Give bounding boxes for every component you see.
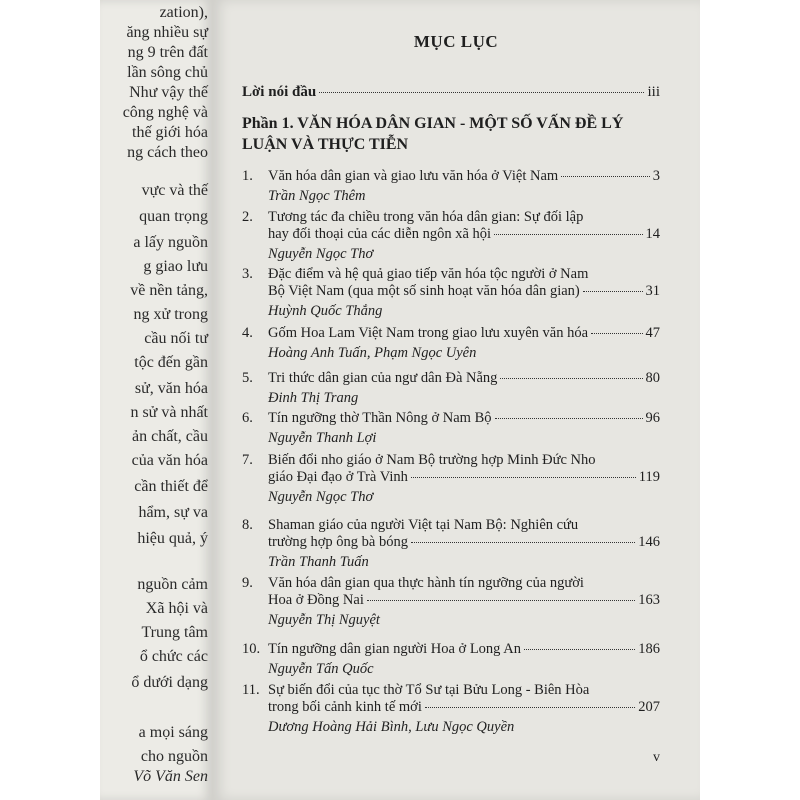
entry-author: Nguyễn Thị Nguyệt: [268, 612, 380, 628]
preface-entry: [242, 84, 660, 101]
leader-dots: [561, 176, 650, 177]
left-page-line: ổ dưới dạng: [131, 674, 208, 691]
left-page-line: quan trọng: [139, 208, 208, 225]
left-page-line: Trung tâm: [141, 624, 208, 641]
left-page-line: cầu nối tư: [144, 330, 208, 347]
left-page-line: a lấy nguồn: [133, 234, 208, 251]
preface-page: iii: [647, 84, 660, 100]
left-page-line: cho nguồn: [140, 748, 208, 765]
leader-dots: [524, 649, 635, 650]
entry-number: 4.: [242, 325, 253, 341]
toc-entry: [242, 682, 660, 736]
left-page-line: công nghệ và: [122, 104, 208, 121]
entry-title-line: Văn hóa dân gian qua thực hành tín ngưỡng của người: [268, 575, 584, 591]
entry-title-line: Đặc điểm và hệ quả giao tiếp văn hóa tộc người ở Nam: [268, 266, 589, 282]
entry-number: 2.: [242, 209, 253, 225]
toc-entry: [242, 370, 660, 407]
entry-title-line: [268, 370, 660, 387]
entry-author: Trần Thanh Tuấn: [268, 554, 369, 570]
leader-dots: [583, 291, 643, 292]
left-page-line: của văn hóa: [131, 452, 208, 469]
leader-dots: [591, 333, 642, 334]
entry-title-text: Hoa ở Đồng Nai: [268, 592, 364, 608]
entry-title-line: Tương tác đa chiều trong văn hóa dân gian: Sự đối lập: [268, 209, 584, 225]
leader-dots: [494, 234, 642, 235]
entry-page: 80: [645, 370, 660, 386]
entry-title-text: Tín ngưỡng thờ Thần Nông ở Nam Bộ: [268, 410, 492, 426]
entry-author: Dương Hoàng Hải Bình, Lưu Ngọc Quyền: [268, 719, 515, 735]
entry-title-line: [268, 469, 660, 486]
toc-page: [212, 0, 700, 800]
entry-title-text: Gốm Hoa Lam Việt Nam trong giao lưu xuyên văn hóa: [268, 325, 589, 341]
entry-page: 31: [645, 283, 660, 299]
entry-page: 146: [638, 534, 660, 550]
left-page-line: zation),: [159, 4, 208, 21]
entry-number: 1.: [242, 168, 253, 184]
toc-entry: [242, 641, 660, 678]
entry-title-line: [268, 641, 660, 658]
entry-author: Hoàng Anh Tuấn, Phạm Ngọc Uyên: [268, 345, 477, 361]
left-page-line: ng cách theo: [127, 144, 208, 161]
left-page-line: ản chất, cầu: [132, 428, 208, 445]
left-page-line: ng xử trong: [133, 306, 208, 323]
entry-author: Đinh Thị Trang: [268, 390, 359, 406]
toc-entry: [242, 452, 660, 506]
entry-author: Nguyễn Tấn Quốc: [268, 661, 374, 677]
entry-title-line: [268, 534, 660, 551]
left-page: [100, 0, 212, 800]
preface-label: Lời nói đầu: [242, 84, 317, 100]
entry-page: 163: [638, 592, 660, 608]
leader-dots: [319, 92, 644, 93]
entry-number: 6.: [242, 410, 253, 426]
toc-entry: [242, 517, 660, 571]
left-page-line: ăng nhiều sự: [126, 24, 208, 41]
entry-title-line: [268, 325, 660, 342]
left-page-line: hẩm, sự va: [138, 504, 208, 521]
leader-dots: [367, 600, 635, 601]
toc-entry: [242, 209, 660, 263]
toc-entry: [242, 168, 660, 205]
leader-dots: [495, 418, 643, 419]
entry-number: 7.: [242, 452, 253, 468]
entry-title-line: Biến đổi nho giáo ở Nam Bộ trường hợp Minh Đức Nho: [268, 452, 596, 468]
entry-page: 186: [638, 641, 660, 657]
entry-number: 11.: [242, 682, 260, 698]
toc-entry: [242, 575, 660, 629]
toc-title: MỤC LỤC: [413, 32, 499, 51]
entry-author: Nguyễn Ngọc Thơ: [268, 489, 374, 505]
toc-entry: [242, 410, 660, 447]
entry-author: Huỳnh Quốc Thắng: [268, 303, 383, 319]
left-page-line: Võ Văn Sen: [133, 768, 208, 785]
entry-number: 5.: [242, 370, 253, 386]
entry-page: 207: [638, 699, 660, 715]
toc-entry: [242, 325, 660, 362]
entry-title-line: [268, 283, 660, 300]
entry-title-text: hay đối thoại của các diễn ngôn xã hội: [268, 226, 492, 242]
leader-dots: [425, 707, 635, 708]
left-page-line: ổ chức các: [139, 648, 208, 665]
leader-dots: [500, 378, 642, 379]
part-heading: Phần 1. VĂN HÓA DÂN GIAN - MỘT SỐ VẤN ĐỀ LÝ LUẬN VÀ THỰC TIỄN: [242, 115, 624, 153]
entry-number: 9.: [242, 575, 253, 591]
entry-number: 8.: [242, 517, 253, 533]
left-page-line: n sử và nhất: [130, 404, 208, 421]
left-page-line: Như vậy thế: [129, 84, 208, 101]
entry-author: Nguyễn Thanh Lợi: [268, 430, 377, 446]
entry-page: 96: [645, 410, 660, 426]
toc-entry: [242, 266, 660, 320]
entry-number: 3.: [242, 266, 253, 282]
leader-dots: [411, 542, 635, 543]
entry-title-line: [268, 699, 660, 716]
entry-number: 10.: [242, 641, 261, 657]
entry-title-text: giáo Đại đạo ở Trà Vinh: [268, 469, 408, 485]
entry-page: 47: [645, 325, 660, 341]
left-page-line: hiệu quả, ý: [137, 530, 208, 547]
entry-page: 3: [652, 168, 660, 184]
left-page-line: a mọi sáng: [138, 724, 208, 741]
left-page-line: cần thiết để: [134, 478, 208, 495]
entry-title-line: [268, 226, 660, 243]
left-page-line: ng 9 trên đất: [127, 44, 208, 61]
entry-page: 119: [638, 469, 660, 485]
left-page-line: sử, văn hóa: [134, 380, 208, 397]
entry-title-text: trong bối cảnh kinh tế mới: [268, 699, 422, 715]
entry-title-text: Tri thức dân gian của ngư dân Đà Nẵng: [268, 370, 498, 386]
left-page-line: g giao lưu: [143, 258, 208, 275]
left-page-line: tộc đến gần: [134, 354, 208, 371]
entry-page: 14: [645, 226, 660, 242]
entry-title-line: [268, 410, 660, 427]
entry-author: Trần Ngọc Thêm: [268, 188, 366, 204]
leader-dots: [411, 477, 636, 478]
entry-author: Nguyễn Ngọc Thơ: [268, 246, 374, 262]
entry-title-text: Văn hóa dân gian và giao lưu văn hóa ở Việt Nam: [268, 168, 559, 184]
left-page-line: về nền tảng,: [130, 282, 208, 299]
entry-title-text: Tín ngưỡng dân gian người Hoa ở Long An: [268, 641, 521, 657]
entry-title-line: [268, 168, 660, 185]
page-number: v: [653, 750, 660, 765]
left-page-line: vực và thế: [141, 182, 208, 199]
entry-title-text: trường hợp ông bà bóng: [268, 534, 408, 550]
entry-title-line: Sự biến đổi của tục thờ Tổ Sư tại Bửu Long - Biên Hòa: [268, 682, 590, 698]
left-page-line: Xã hội và: [145, 600, 208, 617]
left-page-line: thế giới hóa: [132, 124, 208, 141]
entry-title-line: [268, 592, 660, 609]
entry-title-line: Shaman giáo của người Việt tại Nam Bộ: Nghiên cứu: [268, 517, 579, 533]
left-page-line: lần sông chủ: [127, 64, 208, 81]
entry-title-text: Bộ Việt Nam (qua một số sinh hoạt văn hóa dân gian): [268, 283, 580, 299]
left-page-line: nguồn cảm: [137, 576, 208, 593]
